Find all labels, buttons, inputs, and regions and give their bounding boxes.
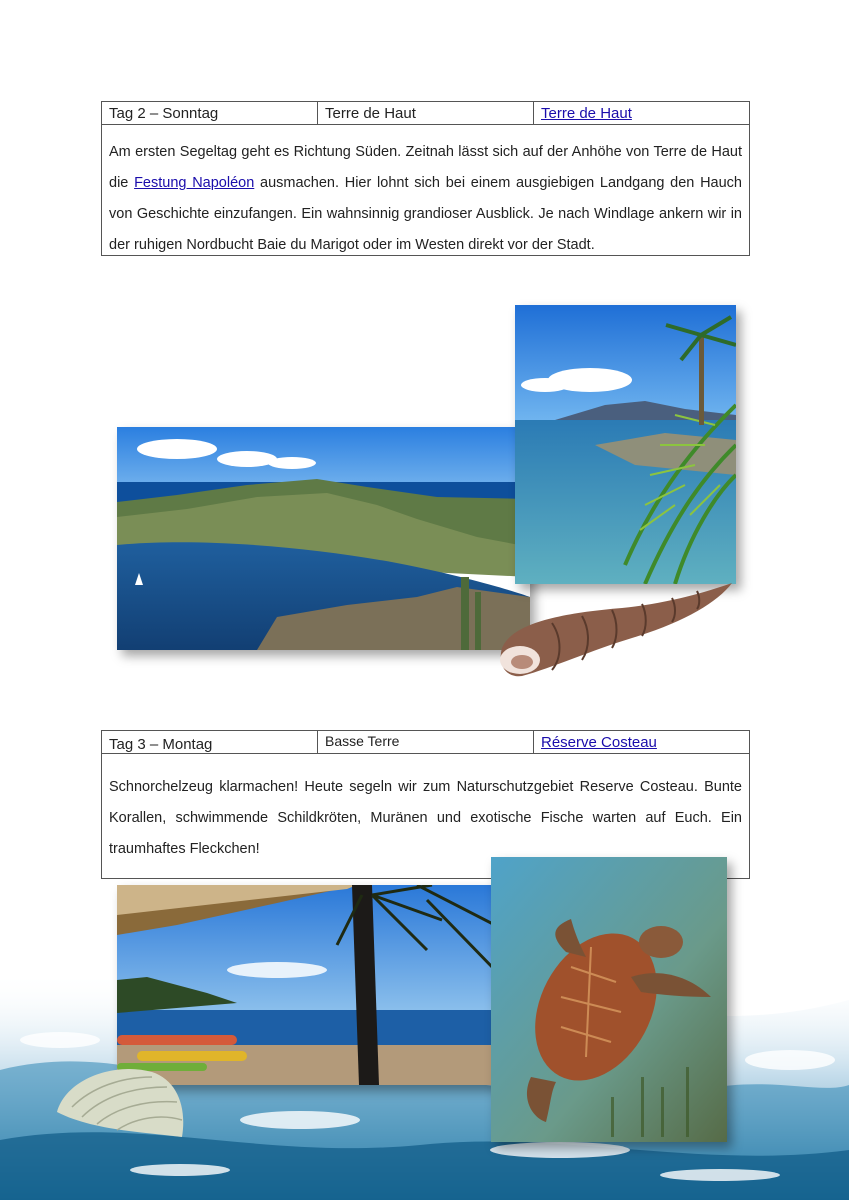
day2-header-row	[102, 102, 749, 125]
day3-day-cell: Tag 3 – Montag	[102, 731, 318, 753]
day3-header-row	[102, 731, 749, 754]
day2-text-part2: ausmachen. Hier lohnt sich bei einem ausgiebigen Landgang den Hauch von Geschichte einzufangen. Ein wahnsinnig grandioser Ausblick. Je nach Windlage ankern wir in der ruhigen Nordbucht Baie du Marigot oder im Westen direkt vor der Stadt.	[109, 175, 742, 253]
beach-palm-photo	[117, 885, 495, 1085]
day3-place-cell: Basse Terre	[318, 731, 534, 753]
day2-day-cell: Tag 2 – Sonntag	[102, 102, 318, 124]
day3-description: Schnorchelzeug klarmachen! Heute segeln wir zum Naturschutzgebiet Reserve Costeau. Bunte Korallen, schwimmende Schildkröten, Muränen und exotische Fische warten auf Euch. Ein traumhaftes Fleckchen!	[109, 779, 742, 857]
tropical-coast-photo	[515, 305, 736, 584]
sea-turtle-photo	[491, 857, 727, 1142]
day2-text-part1: Am ersten Segeltag geht es Richtung Süden. Zeitnah lässt sich auf der Anhöhe von Terre de Haut die	[109, 144, 742, 191]
reserve-costeau-link[interactable]: Réserve Costeau	[541, 734, 657, 751]
scallop-shell-image	[52, 1062, 187, 1142]
conch-shell-image	[492, 578, 737, 683]
terre-de-haut-link[interactable]: Terre de Haut	[541, 105, 632, 122]
day2-link-cell	[534, 102, 749, 124]
bay-landscape-photo	[117, 427, 530, 650]
day3-link-cell	[534, 731, 749, 753]
day2-table	[101, 101, 750, 256]
day2-description	[102, 125, 749, 255]
festung-napoleon-link[interactable]: Festung Napoléon	[134, 175, 255, 191]
day2-place-cell: Terre de Haut	[318, 102, 534, 124]
